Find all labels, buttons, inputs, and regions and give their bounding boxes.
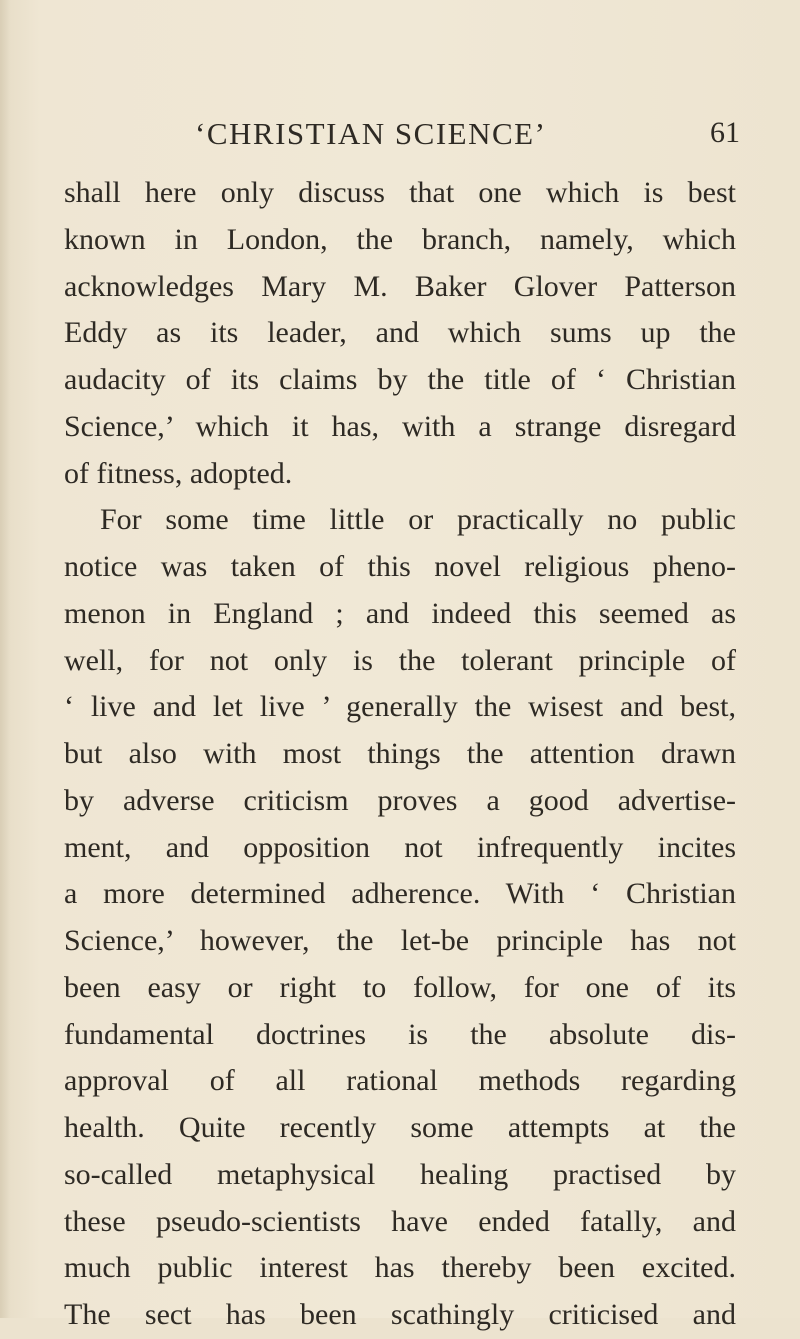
text-line: but also with most things the attention drawn	[64, 737, 736, 770]
text-line: much public interest has thereby been excited.	[64, 1251, 736, 1285]
text-line: known in London, the branch, namely, which	[64, 222, 736, 256]
body-text	[64, 170, 736, 1339]
text-line: approval of all rational methods regarding	[64, 1064, 736, 1098]
page-gutter-edge	[0, 0, 10, 1318]
text-line: menon in England ; and indeed this seemed as	[64, 596, 736, 630]
text-line: ment, and opposition not infrequently incites	[64, 830, 736, 864]
text-line: Eddy as its leader, and which sums up the	[64, 316, 736, 350]
running-head	[60, 116, 740, 156]
text-line: ‘ live and let live ’ generally the wisest and best,	[64, 690, 736, 724]
text-line: health. Quite recently some attempts at the	[64, 1111, 736, 1144]
text-line: For some time little or practically no public	[100, 503, 736, 537]
text-line: a more determined adherence. With ‘ Christian	[64, 877, 736, 911]
text-line: so-called metaphysical healing practised by	[64, 1157, 736, 1191]
text-line: acknowledges Mary M. Baker Glover Patterson	[64, 269, 736, 303]
text-line: The sect has been scathingly criticised and	[64, 1298, 736, 1331]
text-line: Science,’ which it has, with a strange disregard	[64, 409, 736, 443]
text-line: Science,’ however, the let-be principle has not	[64, 924, 736, 957]
page-number: 61	[710, 116, 740, 149]
text-line: of fitness, adopted.	[64, 456, 293, 490]
text-line: fundamental doctrines is the absolute dis-	[64, 1017, 736, 1051]
text-line: audacity of its claims by the title of ‘ Christian	[64, 363, 736, 396]
text-line: shall here only discuss that one which is best	[64, 176, 736, 209]
text-line: these pseudo-scientists have ended fatally, and	[64, 1204, 736, 1238]
text-line: notice was taken of this novel religious pheno-	[64, 550, 736, 583]
text-line: been easy or right to follow, for one of its	[64, 970, 736, 1004]
text-line: by adverse criticism proves a good advertise-	[64, 783, 736, 817]
running-title: ‘CHRISTIAN SCIENCE’	[195, 116, 547, 151]
text-line: well, for not only is the tolerant principle of	[64, 643, 736, 677]
